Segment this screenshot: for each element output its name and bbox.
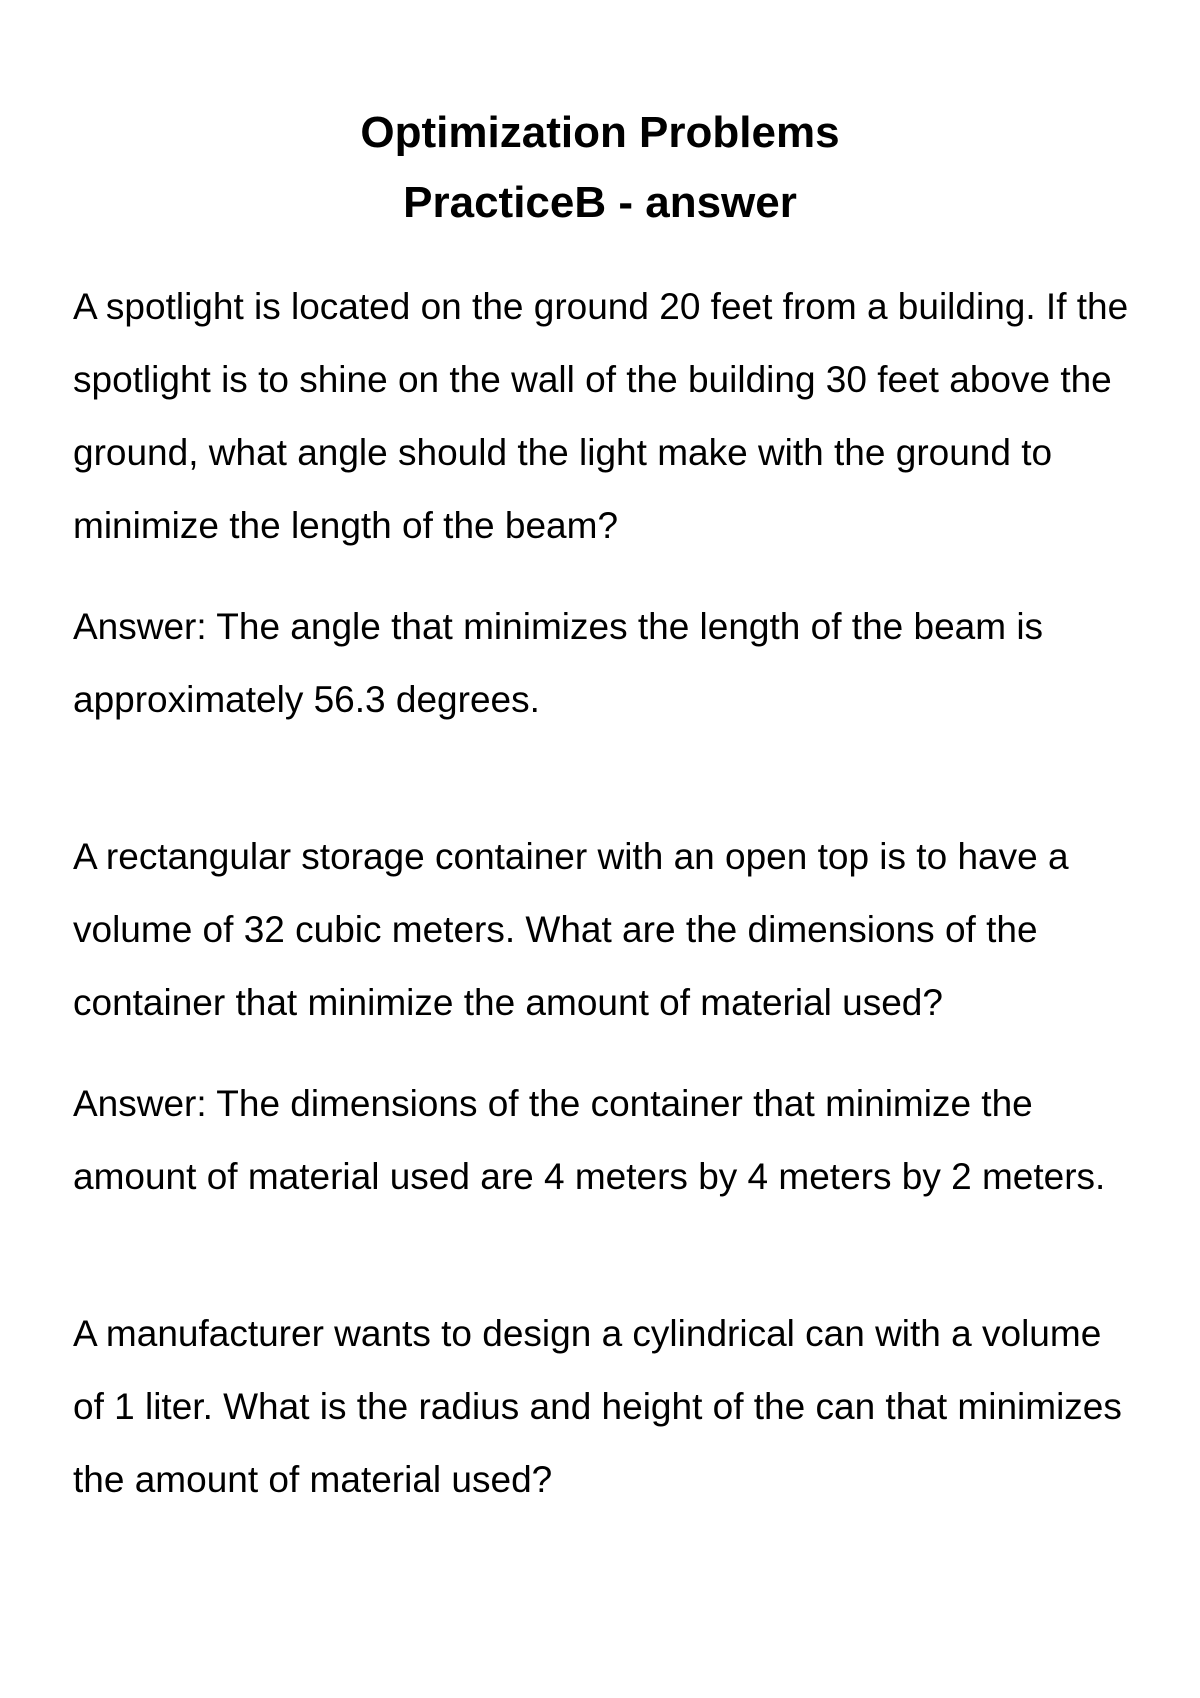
spacer — [73, 1039, 1133, 1067]
page-title — [0, 98, 1200, 238]
title-line-2: PracticeB - answer — [403, 178, 797, 227]
problem-1-answer: Answer: The angle that minimizes the length of the beam is approximately 56.3 degrees. — [73, 606, 1044, 720]
problem-2-question: A rectangular storage container with an open top is to have a volume of 32 cubic meters. What are the dimensions of the container that minimize the amount of material used? — [73, 836, 1069, 1023]
title-line-1: Optimization Problems — [360, 108, 840, 157]
spacer — [73, 736, 1133, 820]
spacer — [73, 562, 1133, 590]
problem-2-answer: Answer: The dimensions of the container that minimize the amount of material used are 4 meters by 4 meters by 2 meters. — [73, 1083, 1106, 1197]
spacer — [73, 1213, 1133, 1297]
problem-3-question: A manufacturer wants to design a cylindrical can with a volume of 1 liter. What is the radius and height of the can that minimizes the amount of material used? — [73, 1313, 1122, 1500]
problem-1-question: A spotlight is located on the ground 20 feet from a building. If the spotlight is to shine on the wall of the building 30 feet above the ground, what angle should the light make with the ground to minimize the length of the beam? — [73, 286, 1129, 546]
document-body — [73, 270, 1133, 1516]
